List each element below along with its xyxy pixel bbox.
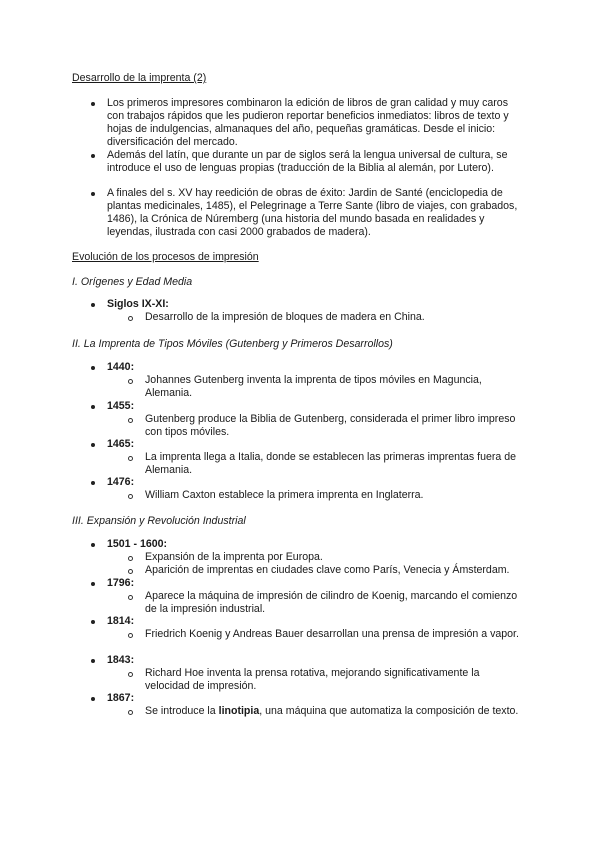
- circle-bullet-icon: [128, 672, 133, 677]
- bullet-icon: [91, 443, 95, 447]
- year-label: 1501 - 1600:: [107, 538, 168, 550]
- year-label: 1867:: [107, 692, 135, 704]
- bullet-icon: [91, 366, 95, 370]
- year-label: 1455:: [107, 400, 135, 412]
- year-label: 1796:: [107, 577, 135, 589]
- timeline-item: Aparición de imprentas en ciudades clave como París, Venecia y Ámsterdam.: [145, 564, 510, 576]
- timeline-item: Johannes Gutenberg inventa la imprenta de tipos móviles en Maguncia, Alemania.: [145, 374, 482, 399]
- circle-bullet-icon: [128, 418, 133, 423]
- circle-bullet-icon: [128, 633, 133, 638]
- timeline-item: William Caxton establece la primera imprenta en Inglaterra.: [145, 489, 424, 501]
- bullet-icon: [91, 405, 95, 409]
- timeline-item: Richard Hoe inventa la prensa rotativa, mejorando significativamente la velocidad de impresión.: [145, 667, 480, 692]
- circle-bullet-icon: [128, 710, 133, 715]
- bullet-icon: [91, 154, 95, 158]
- timeline-item: Friedrich Koenig y Andreas Bauer desarrollan una prensa de impresión a vapor.: [145, 628, 519, 640]
- bullet-icon: [91, 192, 95, 196]
- intro-paragraph-1: Los primeros impresores combinaron la edición de libros de gran calidad y muy caros con trabajos rápidos que les pudieron reportar beneficios inmediatos: libros de texto y hojas de indulgencias, almanaques del año, pequeñas gramáticas. Desde el inicio: diversificación del mercado.: [107, 97, 509, 148]
- circle-bullet-icon: [128, 556, 133, 561]
- bullet-icon: [91, 303, 95, 307]
- timeline-item: Gutenberg produce la Biblia de Gutenberg, considerada el primer libro impreso con tipos móviles.: [145, 413, 516, 438]
- circle-bullet-icon: [128, 569, 133, 574]
- section-heading-evolucion: Evolución de los procesos de impresión: [72, 251, 259, 263]
- year-label: 1465:: [107, 438, 135, 450]
- intro-paragraph-3: A finales del s. XV hay reedición de obras de éxito: Jardin de Santé (enciclopedia de plantas medicinales, 1485), el Pelegrinage a Terre Sante (libro de viajes, con grabados, 1486), la Crónica de Núremberg (una historia del mundo basada en realidades y leyendas, ilustrada con casi 2000 grabados de madera).: [107, 187, 518, 238]
- circle-bullet-icon: [128, 379, 133, 384]
- circle-bullet-icon: [128, 595, 133, 600]
- subsection-title-origenes: I. Orígenes y Edad Media: [72, 276, 193, 288]
- bullet-icon: [91, 659, 95, 663]
- circle-bullet-icon: [128, 494, 133, 499]
- year-label: 1814:: [107, 615, 135, 627]
- timeline-item: Aparece la máquina de impresión de cilindro de Koenig, marcando el comienzo de la impresión industrial.: [145, 590, 518, 615]
- text-before: Se introduce la: [145, 705, 219, 717]
- section-heading-desarrollo: Desarrollo de la imprenta (2): [72, 72, 207, 84]
- year-label: 1440:: [107, 361, 135, 373]
- bullet-icon: [91, 102, 95, 106]
- timeline-item: La imprenta llega a Italia, donde se establecen las primeras imprentas fuera de Alemania.: [145, 451, 516, 476]
- bullet-icon: [91, 481, 95, 485]
- bullet-icon: [91, 543, 95, 547]
- timeline-item-linotipia: [145, 705, 525, 718]
- year-label: Siglos IX-XI:: [107, 298, 169, 310]
- timeline-item: Expansión de la imprenta por Europa.: [145, 551, 323, 563]
- timeline-item: Desarrollo de la impresión de bloques de madera en China.: [145, 311, 425, 323]
- year-label: 1843:: [107, 654, 135, 666]
- circle-bullet-icon: [128, 316, 133, 321]
- year-label: 1476:: [107, 476, 135, 488]
- linotipia-term: linotipia: [218, 705, 260, 717]
- bullet-icon: [91, 697, 95, 701]
- intro-paragraph-2: Además del latín, que durante un par de siglos será la lengua universal de cultura, se introduce el uso de lenguas propias (traducción de la Biblia al alemán, por Lutero).: [107, 149, 508, 174]
- bullet-icon: [91, 582, 95, 586]
- text-after: , una máquina que automatiza la composición de texto.: [259, 705, 519, 717]
- circle-bullet-icon: [128, 456, 133, 461]
- subsection-title-expansion: III. Expansión y Revolución Industrial: [72, 515, 246, 527]
- bullet-icon: [91, 620, 95, 624]
- subsection-title-gutenberg: II. La Imprenta de Tipos Móviles (Gutenberg y Primeros Desarrollos): [72, 338, 393, 350]
